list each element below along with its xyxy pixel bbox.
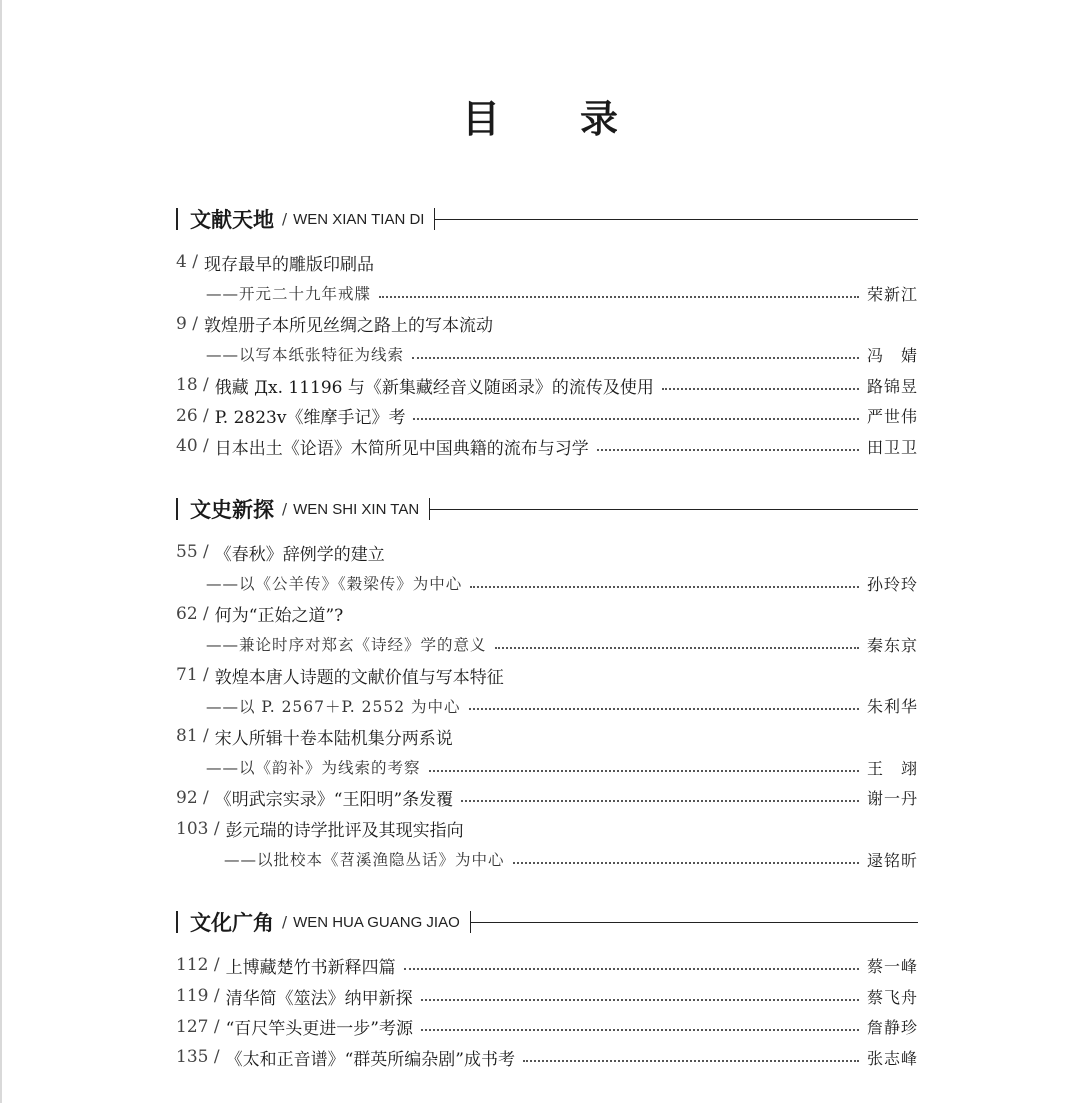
entry-page-number: 71 / — [176, 665, 209, 686]
section-title-en: WEN SHI XIN TAN — [293, 500, 420, 518]
entry-page-number: 26 / — [176, 405, 209, 426]
entry-subtitle: ——以 P. 2567＋P. 2552 为中心 — [206, 697, 461, 716]
section-header — [176, 907, 918, 937]
entry-page-number: 112 / — [176, 955, 220, 976]
entry-subtitle: ——兼论时序对郑玄《诗经》学的意义 — [206, 636, 487, 655]
section-slash: / — [282, 210, 288, 228]
toc-subtitle-row[interactable] — [176, 690, 918, 721]
toc-entry[interactable] — [176, 308, 918, 339]
toc-entry[interactable] — [176, 400, 918, 431]
entry-title: 日本出土《论语》木简所见中国典籍的流布与习学 — [214, 438, 589, 459]
toc-subtitle-row[interactable] — [176, 629, 918, 660]
leader-dots — [421, 1028, 859, 1031]
entry-page-number: 40 / — [176, 436, 209, 457]
toc-subtitle-row[interactable] — [176, 339, 918, 370]
leader-dots — [662, 387, 859, 390]
toc-entry[interactable] — [176, 598, 918, 629]
toc-entry[interactable] — [176, 247, 918, 278]
entry-subtitle: ——以批校本《苕溪渔隐丛话》为中心 — [224, 851, 505, 870]
entry-author: 詹静珍 — [866, 1018, 918, 1038]
entry-author: 严世伟 — [866, 407, 918, 427]
entry-page-number: 103 / — [176, 818, 220, 839]
entry-title: 《明武宗实录》“王阳明”条发覆 — [214, 790, 454, 811]
entry-title: 上博藏楚竹书新释四篇 — [225, 957, 396, 978]
section-entries — [176, 247, 918, 462]
toc-entry[interactable] — [176, 537, 918, 568]
entry-page-number: 55 / — [176, 542, 209, 563]
section-title-en: WEN XIAN TIAN DI — [293, 210, 425, 228]
section-entries — [176, 537, 918, 875]
entry-author: 谢一丹 — [866, 789, 918, 809]
leader-dots — [461, 799, 859, 802]
entry-author: 蔡一峰 — [866, 956, 918, 976]
toc-entry[interactable] — [176, 721, 918, 752]
entry-title: “百尺竿头更进一步”考源 — [225, 1019, 413, 1040]
page-title — [0, 88, 1080, 143]
leader-dots — [379, 295, 859, 298]
leader-dots — [469, 707, 859, 710]
entry-title: P. 2823v《维摩手记》考 — [214, 408, 406, 429]
leader-dots — [513, 861, 859, 864]
entry-author: 路锦昱 — [866, 376, 918, 396]
entry-author: 蔡飞舟 — [866, 987, 918, 1007]
leader-dots — [429, 769, 859, 772]
entry-author: 秦东京 — [866, 635, 918, 655]
entry-page-number: 18 / — [176, 375, 209, 396]
section-bar — [176, 911, 178, 933]
section-entries — [176, 950, 918, 1073]
toc-section — [176, 907, 918, 1073]
toc-entry[interactable] — [176, 1011, 918, 1042]
leader-dots — [404, 967, 859, 970]
section-header — [176, 494, 918, 524]
section-rule — [471, 922, 918, 923]
title-char-1: 目 — [461, 97, 500, 141]
leader-dots — [597, 448, 859, 451]
entry-author: 田卫卫 — [866, 437, 918, 457]
section-bar — [176, 208, 178, 230]
entry-page-number: 4 / — [176, 252, 198, 273]
entry-title: 《太和正音谱》“群英所编杂剧”成书考 — [225, 1049, 515, 1070]
page-edge — [0, 0, 2, 1103]
entry-title: 现存最早的雕版印刷品 — [203, 254, 374, 275]
section-rule — [435, 219, 918, 220]
entry-page-number: 119 / — [176, 986, 220, 1007]
entry-page-number: 92 / — [176, 787, 209, 808]
entry-title: 彭元瑞的诗学批评及其现实指向 — [225, 821, 464, 842]
toc-entry[interactable] — [176, 370, 918, 401]
toc-subtitle-row[interactable] — [176, 844, 918, 875]
entry-title: 敦煌本唐人诗题的文献价值与写本特征 — [214, 667, 504, 688]
leader-dots — [523, 1059, 859, 1062]
entry-page-number: 9 / — [176, 313, 198, 334]
entry-author: 冯 婧 — [866, 345, 918, 365]
section-title-cn: 文献天地 — [190, 207, 274, 232]
entry-title: 《春秋》辞例学的建立 — [214, 544, 385, 565]
toc-subtitle-row[interactable] — [176, 278, 918, 309]
section-bar — [176, 498, 178, 520]
section-title-cn: 文化广角 — [190, 910, 274, 935]
leader-dots — [413, 417, 859, 420]
section-slash: / — [282, 913, 288, 931]
toc-subtitle-row[interactable] — [176, 568, 918, 599]
toc-entry[interactable] — [176, 981, 918, 1012]
toc-section — [176, 204, 918, 462]
leader-dots — [421, 998, 859, 1001]
title-char-2: 录 — [580, 97, 619, 141]
section-rule — [430, 509, 918, 510]
toc-section — [176, 494, 918, 875]
entry-subtitle: ——以写本纸张特征为线索 — [206, 346, 405, 365]
entry-title: 敦煌册子本所见丝绸之路上的写本流动 — [203, 316, 493, 337]
section-title-en: WEN HUA GUANG JIAO — [293, 913, 460, 931]
entry-title: 宋人所辑十卷本陆机集分两系说 — [214, 728, 453, 749]
leader-dots — [470, 585, 859, 588]
entry-author: 张志峰 — [866, 1048, 918, 1068]
entry-author: 王 翊 — [866, 758, 918, 778]
toc-entry[interactable] — [176, 950, 918, 981]
entry-page-number: 62 / — [176, 603, 209, 624]
section-slash: / — [282, 500, 288, 518]
entry-author: 荣新江 — [866, 284, 918, 304]
toc-entry[interactable] — [176, 783, 918, 814]
entry-page-number: 127 / — [176, 1016, 220, 1037]
toc-entry[interactable] — [176, 431, 918, 462]
entry-subtitle: ——开元二十九年戒牒 — [206, 285, 372, 304]
toc-entry[interactable] — [176, 813, 918, 844]
entry-subtitle: ——以《公羊传》《穀梁传》为中心 — [206, 575, 463, 594]
section-title-cn: 文史新探 — [190, 497, 274, 522]
section-header — [176, 204, 918, 234]
toc-entry[interactable] — [176, 1042, 918, 1073]
leader-dots — [412, 356, 859, 359]
toc-entry[interactable] — [176, 660, 918, 691]
entry-title: 清华简《筮法》纳甲新探 — [225, 988, 413, 1009]
entry-author: 孙玲玲 — [866, 574, 918, 594]
entry-title: 俄藏 Дх. 11196 与《新集藏经音义随函录》的流传及使用 — [214, 377, 654, 398]
entry-author: 逯铭昕 — [866, 850, 918, 870]
entry-page-number: 81 / — [176, 726, 209, 747]
leader-dots — [495, 646, 859, 649]
entry-page-number: 135 / — [176, 1047, 220, 1068]
entry-author: 朱利华 — [866, 697, 918, 717]
entry-title: 何为“正始之道”? — [214, 606, 344, 627]
toc-subtitle-row[interactable] — [176, 752, 918, 783]
entry-subtitle: ——以《韵补》为线索的考察 — [206, 759, 421, 778]
